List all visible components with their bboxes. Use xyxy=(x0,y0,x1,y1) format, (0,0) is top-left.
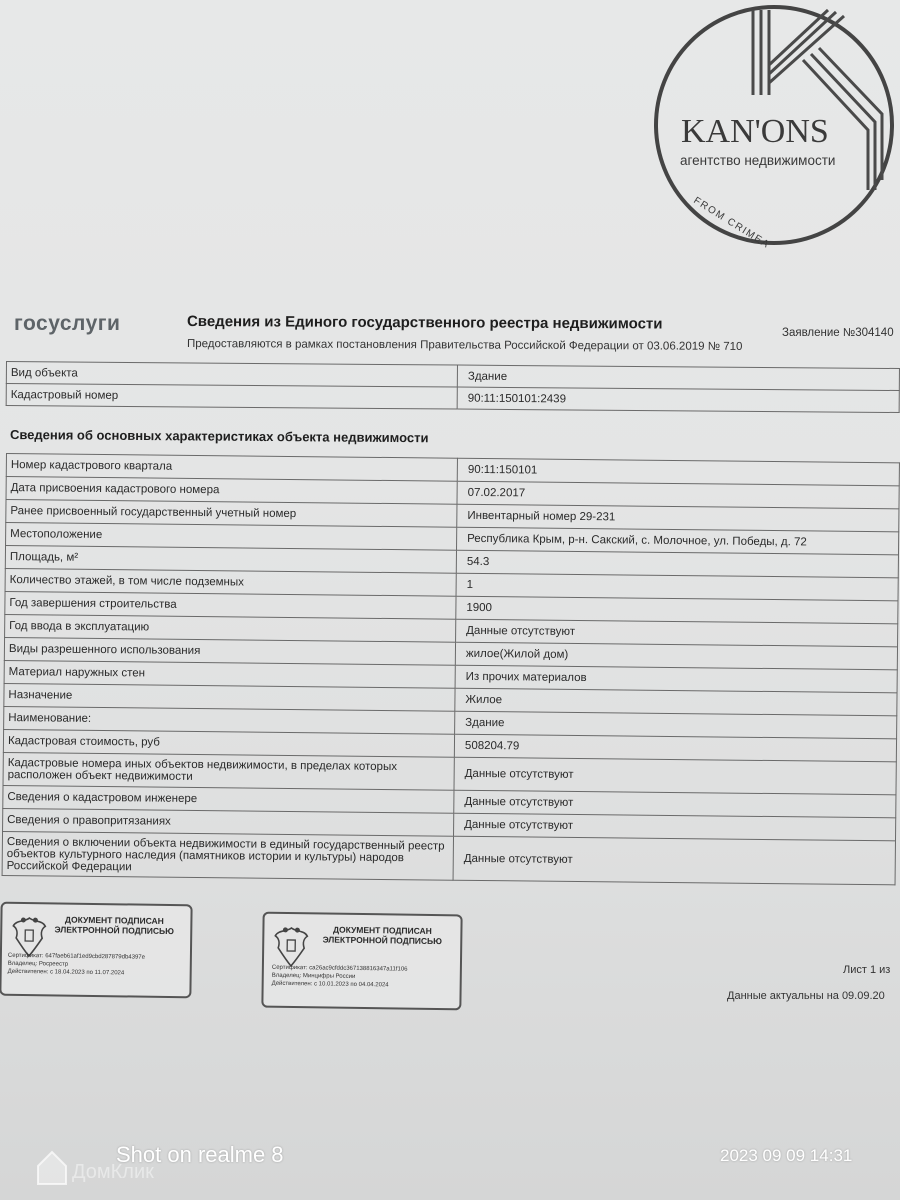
stamp-valid: Действителен: с 10.01.2023 по 04.04.2024 xyxy=(271,980,389,989)
row-label: Кадастровый номер xyxy=(6,384,457,410)
logo-ring-text: FROM CRIMEA xyxy=(691,195,772,251)
row-value: Жилое xyxy=(455,688,897,716)
row-value: Данные отсутствуют xyxy=(454,757,896,795)
row-value: Здание xyxy=(457,365,899,390)
row-value: Данные отсутствуют xyxy=(456,619,898,647)
row-label: Вид объекта xyxy=(6,362,457,388)
row-value: 90:11:150101 xyxy=(457,458,899,486)
data-actual-date: Данные актуальны на 09.09.20 xyxy=(727,990,885,1002)
stamp-certificate: Сертификат: 647faeb61af1ed9cbd287879db4397e xyxy=(7,952,146,961)
section-title: Сведения об основных характеристиках объекта недвижимости xyxy=(9,427,429,446)
row-value: 54.3 xyxy=(456,550,898,578)
row-value: 1 xyxy=(456,573,898,601)
row-value: 1900 xyxy=(456,596,898,624)
stamp-owner: Владелец: Росреестр xyxy=(7,960,69,968)
row-label: Сведения о правопритязаниях xyxy=(3,808,454,836)
logo-tagline: агентство недвижимости xyxy=(680,153,836,168)
row-label: Год завершения строительства xyxy=(5,591,456,619)
row-label: Площадь, м² xyxy=(5,546,456,574)
row-label: Ранее присвоенный государственный учетный номер xyxy=(6,500,457,528)
watermark-text: ДомКлик xyxy=(72,1161,154,1183)
row-value: Из прочих материалов xyxy=(455,665,897,693)
row-label: Номер кадастрового квартала xyxy=(6,454,457,482)
row-label: Виды разрешенного использования xyxy=(4,637,455,665)
row-label: Материал наружных стен xyxy=(4,660,455,688)
signature-stamp xyxy=(0,902,193,999)
row-value: Данные отсутствуют xyxy=(453,836,895,885)
row-label: Дата присвоения кадастрового номера xyxy=(6,477,457,505)
sheet-number: Лист 1 из xyxy=(843,964,891,976)
object-table xyxy=(6,361,900,413)
camera-datetime: 2023 09 09 14:31 xyxy=(720,1146,853,1165)
stamp-certificate: Сертификат: ca26ac9cfddc3671388163​47a11f106 xyxy=(271,964,408,973)
row-label: Сведения о включении объекта недвижимости в единый государственный реестр объектов культурного наследия (памятников истории и культуры) народов Российской Федерации xyxy=(2,831,453,880)
row-value: Инвентарный номер 29-231 xyxy=(457,504,899,532)
row-label: Количество этажей, в том числе подземных xyxy=(5,568,456,596)
stamp-owner: Владелец: Минцифры России xyxy=(271,972,356,980)
application-number: Заявление №304140 xyxy=(782,327,894,339)
row-value: 90:11:150101:2439 xyxy=(457,387,899,412)
row-value: Данные отсутствуют xyxy=(454,790,896,818)
row-value: Республика Крым, р-н. Сакский, с. Молочное, ул. Победы, д. 72 xyxy=(457,527,899,555)
row-label: Местоположение xyxy=(6,523,457,551)
row-value: 07.02.2017 xyxy=(457,481,899,509)
table-row xyxy=(2,831,895,884)
row-label: Наименование: xyxy=(4,706,455,734)
row-label: Кадастровые номера иных объектов недвижимости, в пределах которых расположен объект недвижимости xyxy=(3,752,454,790)
row-value: Данные отсутствуют xyxy=(454,813,896,841)
row-value: жилое(Жилой дом) xyxy=(455,642,897,670)
characteristics-table xyxy=(2,453,900,885)
row-label: Сведения о кадастровом инженере xyxy=(3,785,454,813)
row-label: Кадастровая стоимость, руб xyxy=(3,729,454,757)
stamp-valid: Действителен: с 18.04.2023 по 11.07.2024 xyxy=(7,968,125,977)
document-title: Сведения из Единого государственного реестра недвижимости xyxy=(186,313,663,333)
document-subtitle: Предоставляются в рамках постановления Правительства Российской Федерации от 03.06.2019 № 710 xyxy=(186,338,743,353)
agency-logo xyxy=(653,0,895,260)
row-label: Год ввода в эксплуатацию xyxy=(5,614,456,642)
stamp-title: ДОКУМЕНТ ПОДПИСАН ЭЛЕКТРОННОЙ ПОДПИСЬЮ xyxy=(54,914,175,937)
gosuslugi-brand: госуслуги xyxy=(14,312,121,335)
signature-stamp xyxy=(261,912,462,1011)
camera-shot-label: Shot on realme 8 xyxy=(116,1142,284,1167)
stamp-title: ДОКУМЕНТ ПОДПИСАН ЭЛЕКТРОННОЙ ПОДПИСЬЮ xyxy=(322,924,443,947)
row-value: 508204.79 xyxy=(454,734,896,762)
row-label: Назначение xyxy=(4,683,455,711)
logo-brand: KAN'ONS xyxy=(681,113,829,150)
row-value: Здание xyxy=(455,711,897,739)
